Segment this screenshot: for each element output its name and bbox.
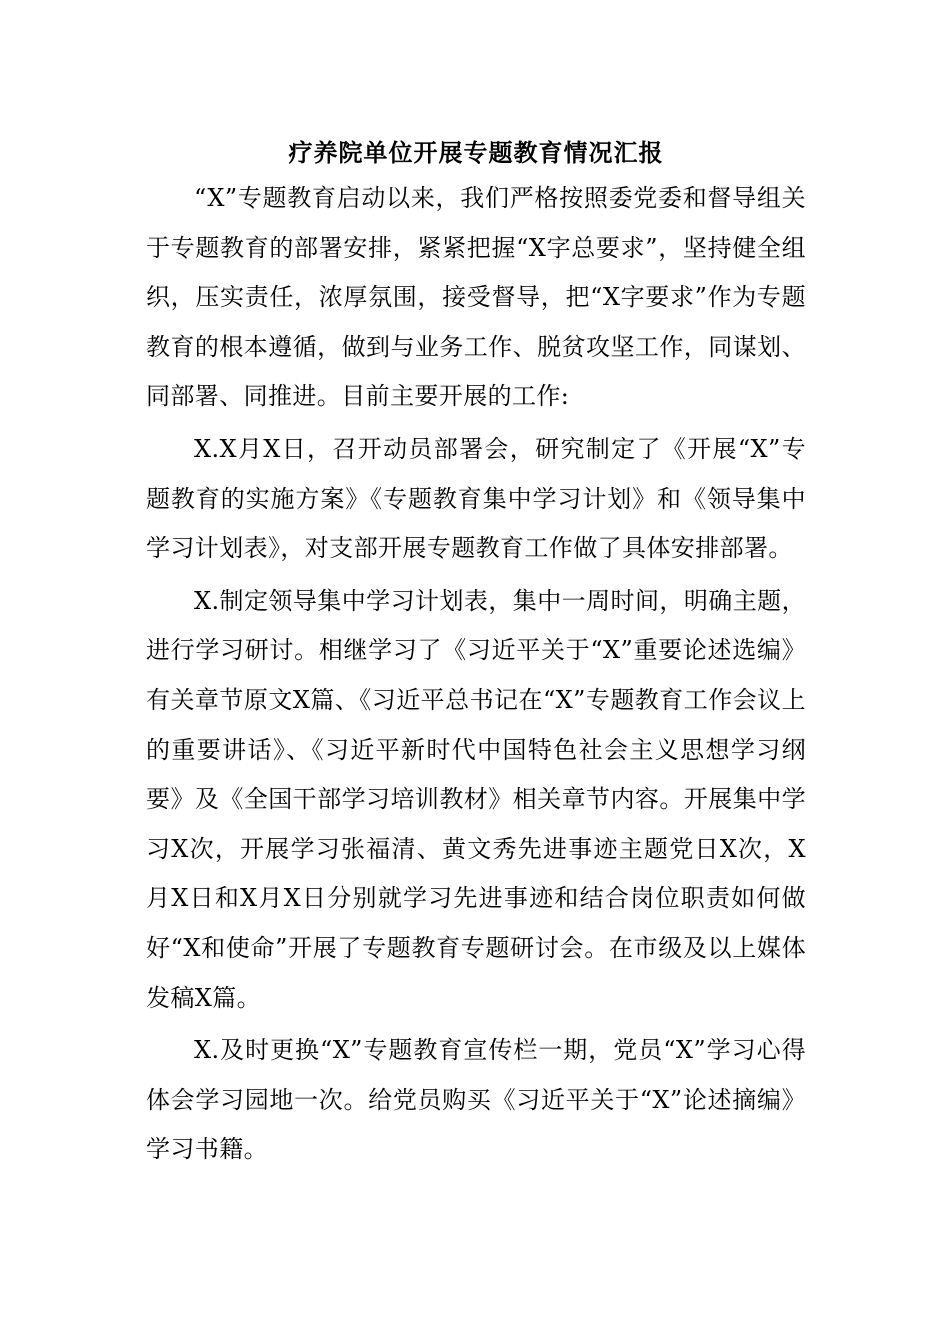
document-body [146,132,806,1178]
intro-paragraph: “X”专题教育启动以来，我们严格按照委党委和督导组关于专题教育的部署安排，紧紧把握“X字总要求”，坚持健全组织，压实责任，浓厚氛围，接受督导，把“X字要求”作为专题教育的根本遵循，做到与业务工作、脱贫攻坚工作，同谋划、同部署、同推进。目前主要开展的工作: [146,184,806,411]
work-item-paragraph: X.制定领导集中学习计划表，集中一周时间，明确主题，进行学习研讨。相继学习了《习近平关于“X”重要论述选编》有关章节原文X篇、《习近平总书记在“X”专题教育工作会议上的重要讲话》、《习近平新时代中国特色社会主义思想学习纲要》及《全国干部学习培训教材》相关章节内容。开展集中学习X次，开展学习张福清、黄文秀先进事迹主题党日X次，X月X日和X月X日分别就学习先进事迹和结合岗位职责如何做好“X和使命”开展了专题教育专题研讨会。在市级及以上媒体发稿X篇。 [146,586,806,1012]
work-item-paragraph: X.X月X日，召开动员部署会，研究制定了《开展“X”专题教育的实施方案》《专题教育集中学习计划》和《领导集中学习计划表》，对支部开展专题教育工作做了具体安排部署。 [146,434,806,563]
document-title: 疗养院单位开展专题教育情况汇报 [288,139,664,167]
work-item-paragraph: X.及时更换“X”专题教育宣传栏一期，党员“X”学习心得体会学习园地一次。给党员购买《习近平关于“X”论述摘编》学习书籍。 [146,1036,806,1164]
